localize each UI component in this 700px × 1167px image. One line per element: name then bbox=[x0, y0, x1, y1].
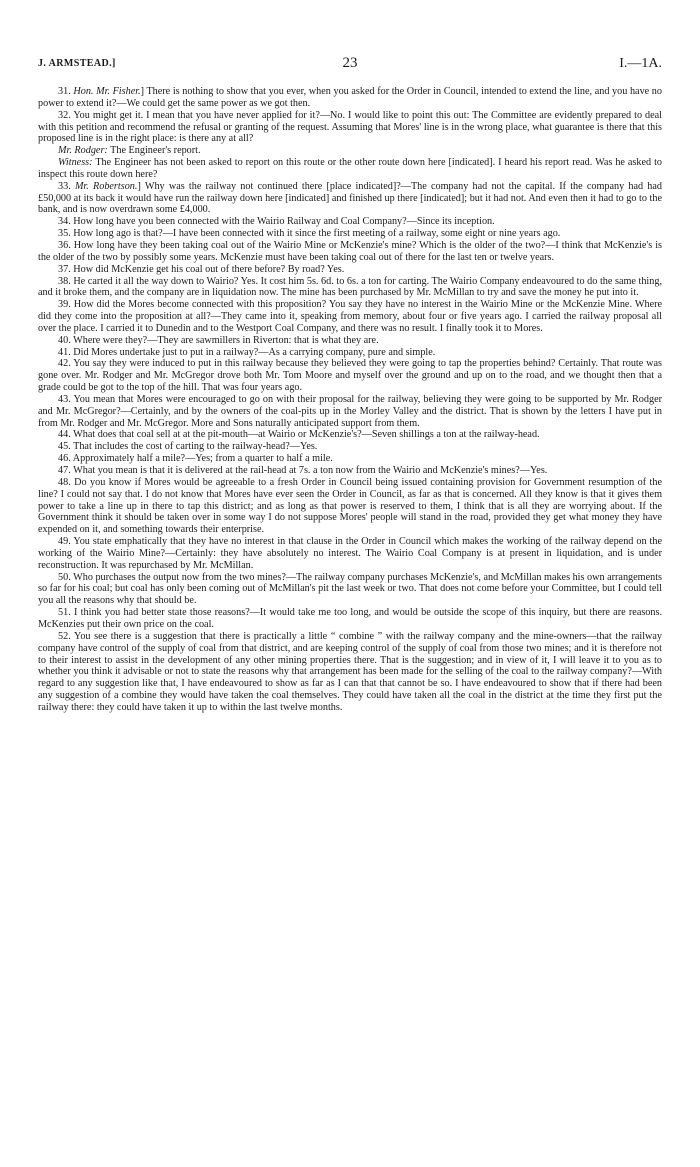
question-number: 38. bbox=[58, 275, 74, 287]
question-number: 47. bbox=[58, 465, 74, 476]
paragraph-text: I think you had better state those reasons?—It would take me too long, and would be outside the scope of this inquiry, but there are reasons. McKenzies put their own price on the coal. bbox=[38, 607, 662, 630]
testimony-paragraph bbox=[38, 358, 662, 394]
testimony-paragraph bbox=[38, 335, 662, 347]
question-number: 34. bbox=[58, 216, 74, 228]
paragraph-text: Did Mores undertake just to put in a railway?—As a carrying company, pure and simple. bbox=[73, 346, 436, 358]
testimony-paragraph bbox=[38, 429, 662, 441]
question-number: 36. bbox=[58, 239, 74, 251]
question-number: 48. bbox=[58, 476, 75, 488]
paragraph-text: You might get it. I mean that you have never applied for it?—No. I would like to point this out: The Committee are evidently prepared to deal with this petition and recommend the refusal or granting of the request. Assuming that Mores' line is in the wrong place, what guarantee is there that this proposed line is in the right place: is there any at all? bbox=[38, 109, 662, 145]
paragraph-text: You see there is a suggestion that there is practically a little “ combine ” with the railway company and the mine-owners—that the railway company have control of the supply of coal from that district, and are keeping control of the supply of coal from those two mines; and it is therefore not to their interest to assist in the development of any other mining properties there. That is the suggestion; and in view of it, I will leave it to you as to whether you think it advisable or not to state the reasons why that arrangement has been made for the selling of the coal to the railway company?—With regard to any suggestion like that, I have endeavoured to show as far as I can that that cannot be so. I have endeavoured to show that if there had been any suggestion of a combine they would have taken the coal themselves. They could have taken all the coal in the district at the time they first put the railway there: they could have taken it up to within the last twelve months. bbox=[38, 630, 662, 713]
paragraph-text: The Engineer has not been asked to report on this route or the other route down here [indicated]. I heard his report read. Was he asked to inspect this route down here? bbox=[38, 157, 662, 180]
question-number: 52. bbox=[58, 630, 74, 642]
document-body bbox=[38, 86, 662, 714]
testimony-paragraph bbox=[38, 276, 662, 300]
paragraph-text: ] Why was the railway not continued there [place indicated]?—The company had not the capital. If the company had had £50,000 at its back it would have run the railway down here [indicated] and finished up there [indicated]; but it had not. And even then it had to go to the bank, and is now overdrawn some £4,000. bbox=[38, 180, 663, 216]
testimony-paragraph bbox=[38, 299, 662, 335]
question-number: 42. bbox=[58, 358, 74, 370]
testimony-paragraph bbox=[38, 631, 662, 714]
testimony-paragraph bbox=[38, 110, 662, 146]
testimony-paragraph bbox=[38, 216, 662, 228]
testimony-paragraph bbox=[38, 157, 662, 181]
testimony-paragraph bbox=[38, 145, 662, 157]
testimony-paragraph bbox=[38, 394, 662, 430]
paragraph-text: He carted it all the way down to Wairio? Yes. It cost him 5s. 6d. to 6s. a ton for carting. The Wairio Company endeavoured to do the same thing, and it broke them, and the company are in liquidation now. The mine has been purchased by Mr. McMillan to try and save the money he put into it. bbox=[38, 275, 662, 299]
paragraph-text: Approximately half a mile?—Yes; from a quarter to half a mile. bbox=[72, 453, 333, 465]
paragraph-text: What does that coal sell at at the pit-mouth—at Wairio or McKenzie's?—Seven shillings a ton at the railway-head. bbox=[73, 429, 540, 441]
question-number: 35. bbox=[58, 228, 74, 240]
testimony-paragraph bbox=[38, 228, 662, 240]
paragraph-text: Who purchases the output now from the two mines?—The railway company purchases McKenzie's, and McMillan makes his own arrangements so far for his coal; but coal has only been coming out of McMillan's pit the last week or two. That does not come before your Committee, but I could tell you all the reasons why that should be. bbox=[38, 571, 662, 607]
question-number: 41. bbox=[58, 346, 74, 358]
testimony-paragraph bbox=[38, 240, 662, 264]
page-header bbox=[38, 56, 662, 76]
paragraph-text: Where were they?—They are sawmillers in Riverton: that is what they are. bbox=[73, 334, 379, 346]
question-number: 46. bbox=[58, 453, 73, 465]
paragraph-text: You say they were induced to put in this railway because they believed they were going to tap the properties behind? Certainly. That route was gone over. Mr. Rodger and Mr. McGregor drove both Mr. Tom Moore and myself over the ground and up on to the road, and we thought then that a grade could be got to the top of the hill. That was four years ago. bbox=[38, 358, 663, 394]
testimony-paragraph bbox=[38, 536, 662, 572]
paragraph-text: How did McKenzie get his coal out of there before? By road? Yes. bbox=[73, 263, 345, 275]
paragraph-text: You state emphatically that they have no interest in that clause in the Order in Council which makes the working of the railway depend on the working of the Wairio Mine?—Certainly: they have absolutely no interest. The Wairio Coal Company is at present in liquidation, and is under reconstruction. It was repurchased by Mr. McMillan. bbox=[38, 536, 662, 571]
question-number: 44. bbox=[58, 429, 74, 441]
paragraph-text: What you mean is that it is delivered at the rail-head at 7s. a ton now from the Wairio and McKenzie's mines?—Yes. bbox=[73, 465, 548, 476]
testimony-paragraph bbox=[38, 453, 662, 465]
testimony-paragraph bbox=[38, 181, 662, 217]
testimony-paragraph bbox=[38, 86, 662, 110]
question-number: 32. bbox=[58, 109, 74, 121]
paragraph-text: That includes the cost of carting to the railway-head?—Yes. bbox=[73, 441, 318, 453]
paragraph-text: How did the Mores become connected with this proposition? You say they have no interest in the Wairio Mine or the McKenzie Mine. Where did they come into the proposition at all?—They came into it, speaking from memory, about four or five years ago. I carried the railway proposal all over the place. I carried it to Dunedin and to the Westport Coal Company, and there was no result. I finally took it to Mores. bbox=[38, 299, 663, 334]
question-number: 40. bbox=[58, 334, 74, 346]
question-number: 39. bbox=[58, 299, 74, 311]
speaker-name: Mr. Robertson. bbox=[74, 180, 138, 192]
question-number: 43. bbox=[58, 393, 74, 405]
page-number: 23 bbox=[342, 55, 358, 71]
header-witness-name: J. ARMSTEAD.] bbox=[38, 58, 116, 69]
question-number: 37. bbox=[58, 263, 74, 275]
testimony-paragraph bbox=[38, 465, 662, 477]
speaker-name: Hon. Mr. Fisher. bbox=[73, 86, 141, 97]
testimony-paragraph bbox=[38, 477, 662, 536]
paragraph-text: The Engineer's report. bbox=[107, 145, 201, 157]
question-number: 45. bbox=[58, 441, 74, 453]
testimony-paragraph bbox=[38, 347, 662, 359]
question-number: 49. bbox=[58, 536, 74, 548]
testimony-paragraph bbox=[38, 264, 662, 276]
paragraph-text: How long have they been taking coal out of the Wairio Mine or McKenzie's mine? Which is the older of the two?—I think that McKenzie's is the older of the two by possibly some years. McKenzie must have been taking coal out of there for the last ten or twelve years. bbox=[38, 239, 662, 263]
testimony-paragraph bbox=[38, 572, 662, 608]
testimony-paragraph bbox=[38, 441, 662, 453]
question-number: 31. bbox=[58, 86, 74, 97]
paragraph-text: ] There is nothing to show that you ever, when you asked for the Order in Council, intended to extend the line, and you have no power to extend it?—We could get the same power as we got then. bbox=[38, 86, 662, 109]
speaker-name: Witness: bbox=[58, 157, 93, 169]
question-number: 51. bbox=[58, 607, 75, 619]
paragraph-text: You mean that Mores were encouraged to go on with their proposal for the railway, believing they were going to be supported by Mr. Rodger and Mr. McGregor?—Certainly, and by the owners of the coal-pits up in the Morley Valley and the district. That is shown by the letters I have put in from Mr. Rodger and Mr. McGregor. More and Sons naturally anticipated support from them. bbox=[38, 393, 662, 429]
question-number: 50. bbox=[58, 571, 74, 583]
paragraph-text: How long have you been connected with the Wairio Railway and Coal Company?—Since its inception. bbox=[73, 216, 495, 228]
speaker-name: Mr. Rodger: bbox=[58, 145, 108, 157]
question-number: 33. bbox=[58, 180, 75, 192]
testimony-paragraph bbox=[38, 607, 662, 631]
document-reference: I.—1A. bbox=[619, 56, 662, 71]
paragraph-text: Do you know if Mores would be agreeable to a fresh Order in Council being issued containing provision for Government resumption of the line? I could not say that. I do not know that Mores have ever seen the Order in Council, as far as that is concerned. All they know is that it gives them power to take a line up in there to tap this district; and as long as that power is reserved to them, I think that is all they are worrying about. If the Government think it should be taken over in some way I do not suppose Mores' people will stand in the road, provided they get what money they have expended on it, and something towards their enterprise. bbox=[38, 476, 662, 536]
paragraph-text: How long ago is that?—I have been connected with it since the first meeting of a railway, some eight or nine years ago. bbox=[73, 228, 561, 240]
